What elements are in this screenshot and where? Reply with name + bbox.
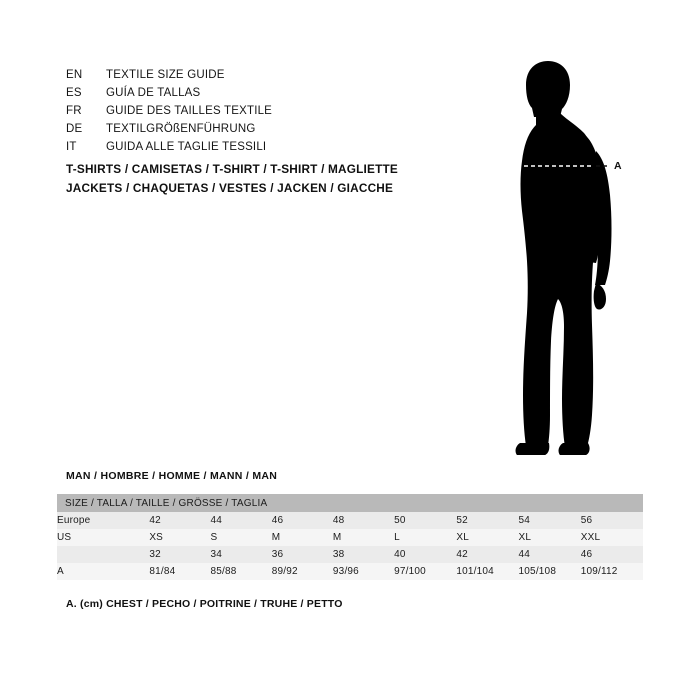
cell: 93/96: [333, 563, 394, 580]
chest-measure-indicator: [468, 152, 668, 180]
language-title: TEXTILE SIZE GUIDE: [106, 69, 225, 81]
cell: 32: [149, 546, 210, 563]
cell: 85/88: [211, 563, 272, 580]
cell: 109/112: [581, 563, 643, 580]
cell: 42: [149, 512, 210, 529]
cell: 50: [394, 512, 456, 529]
cell: XL: [519, 529, 581, 546]
row-label: [57, 546, 149, 563]
cell: S: [211, 529, 272, 546]
male-silhouette-illustration: [470, 55, 660, 455]
cell: 56: [581, 512, 643, 529]
cell: 34: [211, 546, 272, 563]
language-row: [66, 102, 466, 120]
table-row: [57, 546, 643, 563]
cell: XXL: [581, 529, 643, 546]
language-title: GUIDA ALLE TAGLIE TESSILI: [106, 141, 267, 153]
row-label: A: [57, 563, 149, 580]
cell: 105/108: [519, 563, 581, 580]
silhouette-svg: [470, 55, 660, 455]
cell: 44: [519, 546, 581, 563]
cell: XS: [149, 529, 210, 546]
cell: 42: [456, 546, 518, 563]
language-row: [66, 84, 466, 102]
cell: M: [333, 529, 394, 546]
language-title: TEXTILGRÖßENFÜHRUNG: [106, 123, 256, 135]
cell: L: [394, 529, 456, 546]
language-row: [66, 120, 466, 138]
cell: 46: [272, 512, 333, 529]
cell: 40: [394, 546, 456, 563]
measurement-footnote: A. (cm) CHEST / PECHO / POITRINE / TRUHE / PETTO: [66, 598, 343, 610]
language-title: GUIDE DES TAILLES TEXTILE: [106, 105, 273, 117]
table-row: [57, 563, 643, 580]
table-section-title: MAN / HOMBRE / HOMME / MANN / MAN: [66, 470, 278, 482]
language-code: DE: [66, 123, 83, 135]
language-title: GUÍA DE TALLAS: [106, 87, 201, 99]
table-row: [57, 512, 643, 529]
language-list: [66, 66, 466, 156]
cell: 54: [519, 512, 581, 529]
garment-type-list: [66, 160, 486, 198]
row-label: Europe: [57, 512, 149, 529]
table-header-row: [57, 494, 643, 512]
size-table: [57, 494, 643, 580]
cell: 46: [581, 546, 643, 563]
cell: XL: [456, 529, 518, 546]
cell: 36: [272, 546, 333, 563]
row-label: US: [57, 529, 149, 546]
garment-line-tshirts: T-SHIRTS / CAMISETAS / T-SHIRT / T-SHIRT / MAGLIETTE: [66, 162, 398, 176]
cell: 89/92: [272, 563, 333, 580]
language-code: IT: [66, 141, 77, 153]
language-code: ES: [66, 87, 82, 99]
measure-label-a: A: [614, 160, 622, 172]
cell: 97/100: [394, 563, 456, 580]
language-code: FR: [66, 105, 82, 117]
cell: 101/104: [456, 563, 518, 580]
garment-line-jackets: JACKETS / CHAQUETAS / VESTES / JACKEN / GIACCHE: [66, 181, 394, 195]
language-row: [66, 138, 466, 156]
table-header-label: SIZE / TALLA / TAILLE / GRÖSSE / TAGLIA: [57, 494, 643, 512]
language-code: EN: [66, 69, 83, 81]
cell: 38: [333, 546, 394, 563]
cell: 81/84: [149, 563, 210, 580]
cell: 44: [211, 512, 272, 529]
measure-line-svg: [468, 152, 668, 180]
table-row: [57, 529, 643, 546]
language-row: [66, 66, 466, 84]
cell: M: [272, 529, 333, 546]
cell: 52: [456, 512, 518, 529]
cell: 48: [333, 512, 394, 529]
